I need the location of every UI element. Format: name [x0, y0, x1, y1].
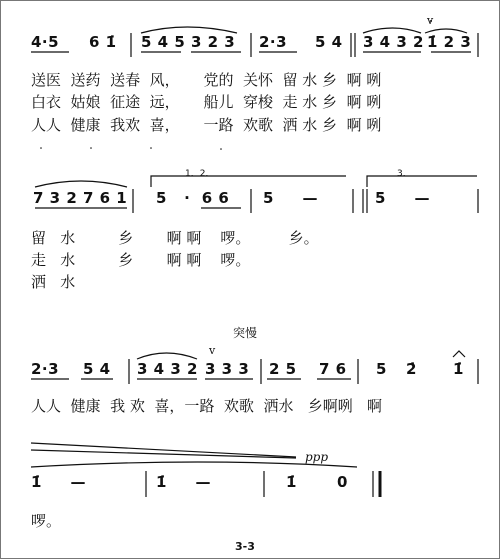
- breath-mark: v: [209, 344, 216, 357]
- note-group: 5 4 5 3 2 3: [141, 33, 236, 51]
- note-group: 5 —: [263, 189, 319, 207]
- note-group: 2̇: [406, 360, 417, 378]
- note-group: 5: [376, 360, 387, 378]
- note-group: 3 4 3 2: [363, 33, 424, 51]
- note-group: 2·3: [31, 360, 60, 378]
- note-group: 1̇ —: [156, 473, 212, 491]
- note-group: 5 · 6 6: [156, 189, 230, 207]
- note-group: 7 6: [319, 360, 347, 378]
- note-group: 6 1̇: [89, 33, 117, 51]
- lyric-line: 人人 健康 我 欢 喜，一路 欢歌 洒水 乡啊咧 啊: [31, 397, 383, 415]
- note-group: 7 3 2 7 6 1: [33, 189, 128, 207]
- breath-mark: v: [427, 14, 434, 27]
- dynamic-marking: ppp: [305, 450, 329, 464]
- lyric-line: 人人 健康 我欢 喜， 一路 欢歌 洒 水 乡 啊 咧: [31, 116, 382, 134]
- note-group: 1̇ 2 3: [427, 33, 472, 51]
- lyric-line: 啰。: [31, 512, 62, 530]
- lyric-line: 洒 水: [31, 273, 76, 291]
- note-group: 5 4: [83, 360, 111, 378]
- note-group: 3 4 3 2: [137, 360, 198, 378]
- volta-second-ending: 3．: [397, 169, 412, 179]
- volta-first-ending: 1．2．: [185, 169, 215, 179]
- note-group: 1̇: [453, 360, 464, 378]
- lyric-line: 走 水 乡 啊 啊 啰。: [31, 251, 251, 269]
- note-group: 3 3 3: [205, 360, 250, 378]
- lyric-line: 白衣 姑娘 征途 远， 船儿 穿梭 走 水 乡 啊 咧: [31, 93, 382, 111]
- lyric-line: 留 水 乡 啊 啊 啰。 乡。: [31, 229, 319, 247]
- lyric-line: 送医 送药 送春 风， 党的 关怀 留 水 乡 啊 咧: [31, 71, 382, 89]
- tempo-marking: 突慢: [233, 326, 258, 340]
- note-group: 5 4: [315, 33, 343, 51]
- note-group: 1̇ —: [31, 473, 87, 491]
- note-group: 1̇ 0: [286, 473, 348, 491]
- note-group: 2·3: [259, 33, 288, 51]
- page-number: 3-3: [235, 540, 255, 553]
- note-group: 5 —: [375, 189, 431, 207]
- note-group: 2 5: [269, 360, 297, 378]
- note-group: 4·5: [31, 33, 60, 51]
